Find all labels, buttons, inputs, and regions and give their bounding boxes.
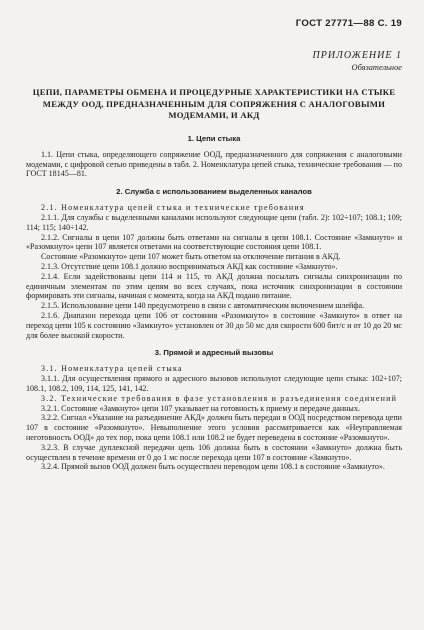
para-2-1-3: 2.1.3. Отсутствие цепи 108.1 должно восприниматься АКД как состояние «Замкнуто». <box>41 261 338 271</box>
para-3-2: 3.2. Технические требования в фазе установления и разъединения соединений <box>41 393 398 403</box>
para-3-2-3: 3.2.3. В случае дуплексной передачи цепь 106 должна быть в состоянии «Замкнуто» должна быть осуществлен в течение времени от 0 до 1 мс после перехода цепи 107 в состояние «Замкнуто». <box>26 442 402 462</box>
document-title: ЦЕПИ, ПАРАМЕТРЫ ОБМЕНА И ПРОЦЕДУРНЫЕ ХАРАКТЕРИСТИКИ НА СТЫКЕ МЕЖДУ ООД, ПРЕДНАЗНАЧЕННЫМ ДЛЯ СОПРЯЖЕНИЯ С АНАЛОГОВЫМИ МОДЕМАМИ, И АКД <box>32 87 396 121</box>
para-2-1-2-b: Состояние «Разомкнуто» цепи 107 может быть ответом на отключение питания в АКД. <box>41 252 341 262</box>
section-1-heading: 1. Цепи стыка <box>187 133 241 143</box>
appendix-label: ПРИЛОЖЕНИЕ 1 <box>312 50 402 61</box>
section-3-heading: 3. Прямой и адресный вызовы <box>154 348 274 358</box>
para-3-2-2: 3.2.2. Сигнал «Указание на разъединение АКД» должен быть передан в ООД посредством перевода цепи 107 в состояние «Разомкнуто». Невыполнение этого условия рассматривается как «Неуправляемая неготовность ООД» до тех пор, пока цепи 108.1 или 108.2 не будет переведена в состояние «Разомкнуто». <box>26 413 402 442</box>
para-2-1-5: 2.1.5. Использование цепи 140 предусмотрено в связи с автоматическим включением шлейфа. <box>41 301 365 311</box>
para-2-1-4: 2.1.4. Если задействованы цепи 114 и 115, то АКД должна посылать сигналы синхронизации по единичным элементам по этим цепям во всех случаях, пока источник синхронизации в состоянии формировать эти сигналы, начиная с момента, когда на АКД подано питание. <box>26 271 402 301</box>
para-3-2-1: 3.2.1. Состояние «Замкнуто» цепи 107 указывает на готовность к приему и передаче данных. <box>41 403 360 413</box>
appendix-status: Обязательное <box>351 63 402 72</box>
para-3-2-4: 3.2.4. Прямой вызов ООД должен быть осуществлен переводом цепи 108.1 в состояние «Замкнуто». <box>41 462 385 472</box>
para-3-1: 3.1. Номенклатура цепей стыка <box>41 364 183 374</box>
para-2-1-6: 2.1.6. Диапазон перехода цепи 106 от состояния «Разомкнуто» в состояние «Замкнуто» в ответ на переход цепи 105 к состоянию «Замкнуто» установлен от 30 до 50 мс для скорости 600 бит/с и от 10 до 20 мс для более высокой скорости. <box>26 310 402 340</box>
para-2-1-1: 2.1.1. Для службы с выделенными каналами используют следующие цепи (табл. 2): 102÷107; 108.1; 109; 114; 115; 140÷142. <box>26 212 402 232</box>
para-2-1-2: 2.1.2. Сигналы в цепи 107 должны быть ответами на сигналы в цепи 108.1. Состояние «Замкнуто» и «Разомкнуто» цепи 107 является ответами на соответствующие состояния цепи 108.1. <box>26 232 402 252</box>
para-3-1-1: 3.1.1. Для осуществления прямого и адресного вызовов используют следующие цепи стыка: 102÷107; 108.1, 108.2, 109, 114, 125, 141, 142. <box>26 374 402 393</box>
para-2-1: 2.1. Номенклатура цепей стыка и технические требования <box>41 203 305 213</box>
para-1-1: 1.1. Цепи стыка, определяющего сопряжение ООД, предназначенного для сопряжения с аналоговыми модемами, с цифровой сетью приведены в табл. 2. Номенклатура цепей стыка, технические требования — по ГОСТ 18145—81. <box>26 149 402 179</box>
section-2-heading: 2. Служба с использованием выделенных каналов <box>116 187 312 197</box>
page-header: ГОСТ 27771—88 С. 19 <box>295 18 402 29</box>
